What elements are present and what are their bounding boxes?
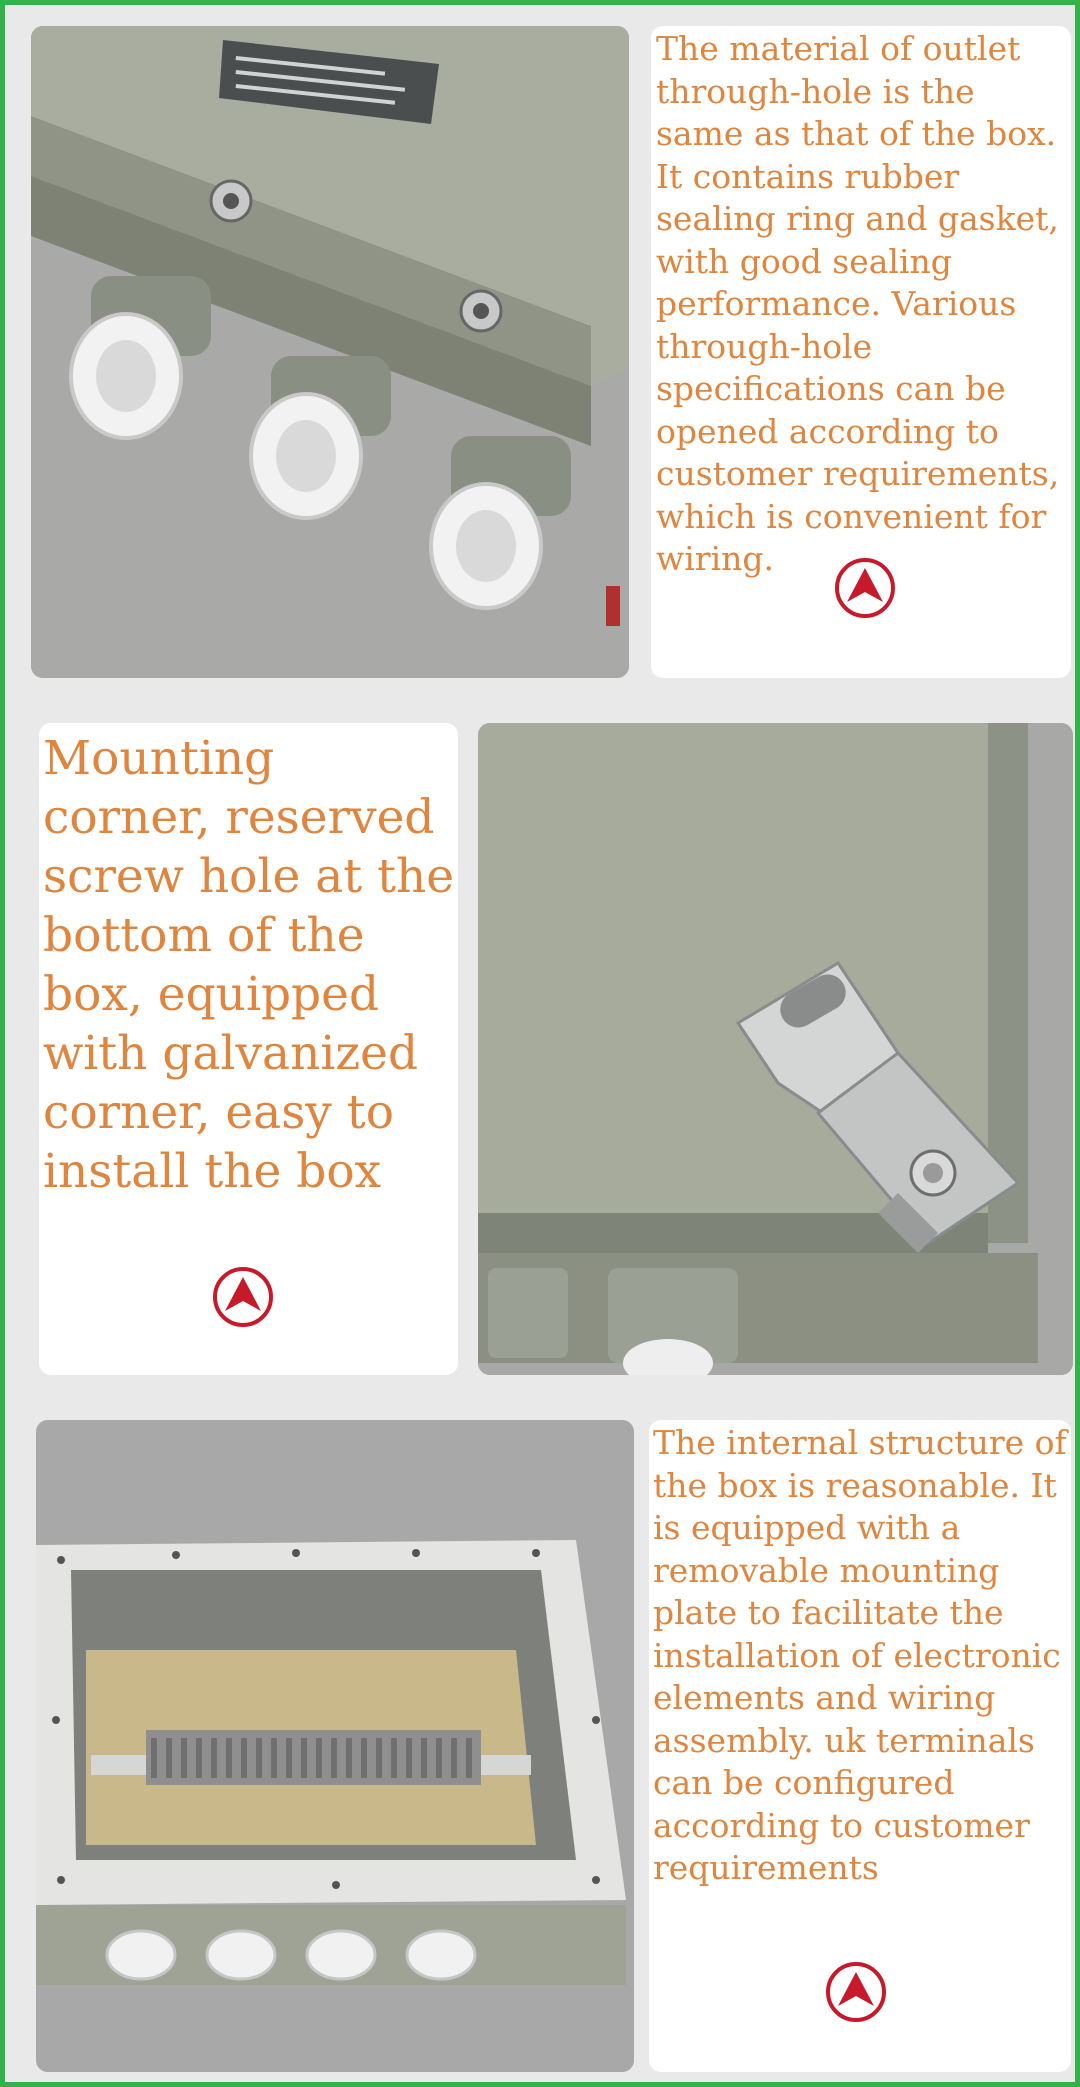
photo-open-box (36, 1420, 634, 2072)
text-card-2 (39, 723, 458, 1375)
text-card-3 (649, 1420, 1071, 2072)
photo-cable-glands (31, 26, 629, 678)
up-arrow-circle-icon (833, 556, 897, 620)
description-internal-structure: The internal structure of the box is reasonable. It is equipped with a removable mounting plate to facilitate the installation of electronic elements and wiring assembly. uk terminals can be configured according to customer requirements (653, 1423, 1067, 1887)
up-arrow-circle-icon (824, 1960, 888, 2024)
up-arrow-circle-icon (211, 1265, 275, 1329)
photo-mounting-bracket (478, 723, 1073, 1375)
galvanized-mounting-bracket-photo (478, 723, 1073, 1375)
text-card-1 (651, 26, 1071, 678)
description-through-hole: The material of outlet through-hole is the same as that of the box. It contains rubber sealing ring and gasket, with good sealing performance. Various through-hole specifications can be opened according to customer requirements, which is convenient for wiring. (656, 29, 1060, 578)
description-mounting-corner: Mounting corner, reserved screw hole at the bottom of the box, equipped with galvanized corner, easy to install the box (43, 731, 455, 1199)
junction-box-cable-glands-photo (31, 26, 629, 678)
open-box-terminal-block-photo (36, 1420, 634, 2072)
